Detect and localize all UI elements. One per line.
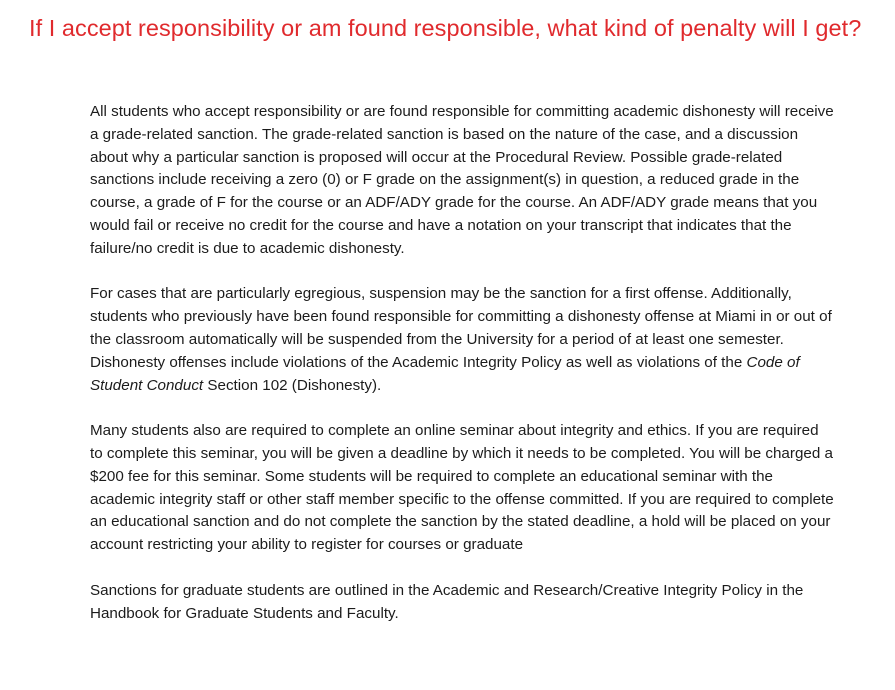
paragraph-grade-sanctions: All students who accept responsibility or are found responsible for committing academic dishonesty will receive a grade-related sanction. The grade-related sanction is based on the nature of the case, and a discussion about why a particular sanction is proposed will occur at the Procedural Review. Possible grade-related sanctions include receiving a zero (0) or F grade on the assignment(s) in question, a reduced grade in the course, a grade of F for the course or an ADF/ADY grade for the course. An ADF/ADY grade means that you would fail or receive no credit for the course and have a notation on your transcript that indicates that the failure/no credit is due to academic dishonesty. [90, 103, 834, 257]
paragraph-suspension-text: For cases that are particularly egregious, suspension may be the sanction for a first offense. Additionally, students who previously have been found responsible for committing a dishonesty offense at Miami in or out of the classroom automatically will be suspended from the University for a period of at least one semester. Dishonesty offenses include violations of the Academic Integrity Policy as well as violations of the [90, 285, 832, 371]
faq-question-heading: If I accept responsibility or am found responsible, what kind of penalty will I get? [29, 15, 862, 41]
code-of-conduct-title: Code of Student Conduct [90, 353, 800, 394]
paragraph-suspension [90, 283, 835, 397]
paragraph-graduate-students: Sanctions for graduate students are outlined in the Academic and Research/Creative Integrity Policy in the Handbook for Graduate Students and Faculty. [90, 581, 804, 622]
paragraph-suspension-tail: Section 102 (Dishonesty). [203, 376, 382, 394]
paragraph-seminar: Many students also are required to complete an online seminar about integrity and ethics. If you are required to complete this seminar, you will be given a deadline by which it needs to be completed. You will be charged a $200 fee for this seminar. Some students will be required to complete an educational seminar with the academic integrity staff or other staff member specific to the offense committed. If you are required to complete an educational sanction and do not complete the sanction by the stated deadline, a hold will be placed on your account restricting your ability to register for courses or graduate [90, 422, 834, 554]
answer-body [90, 101, 835, 625]
